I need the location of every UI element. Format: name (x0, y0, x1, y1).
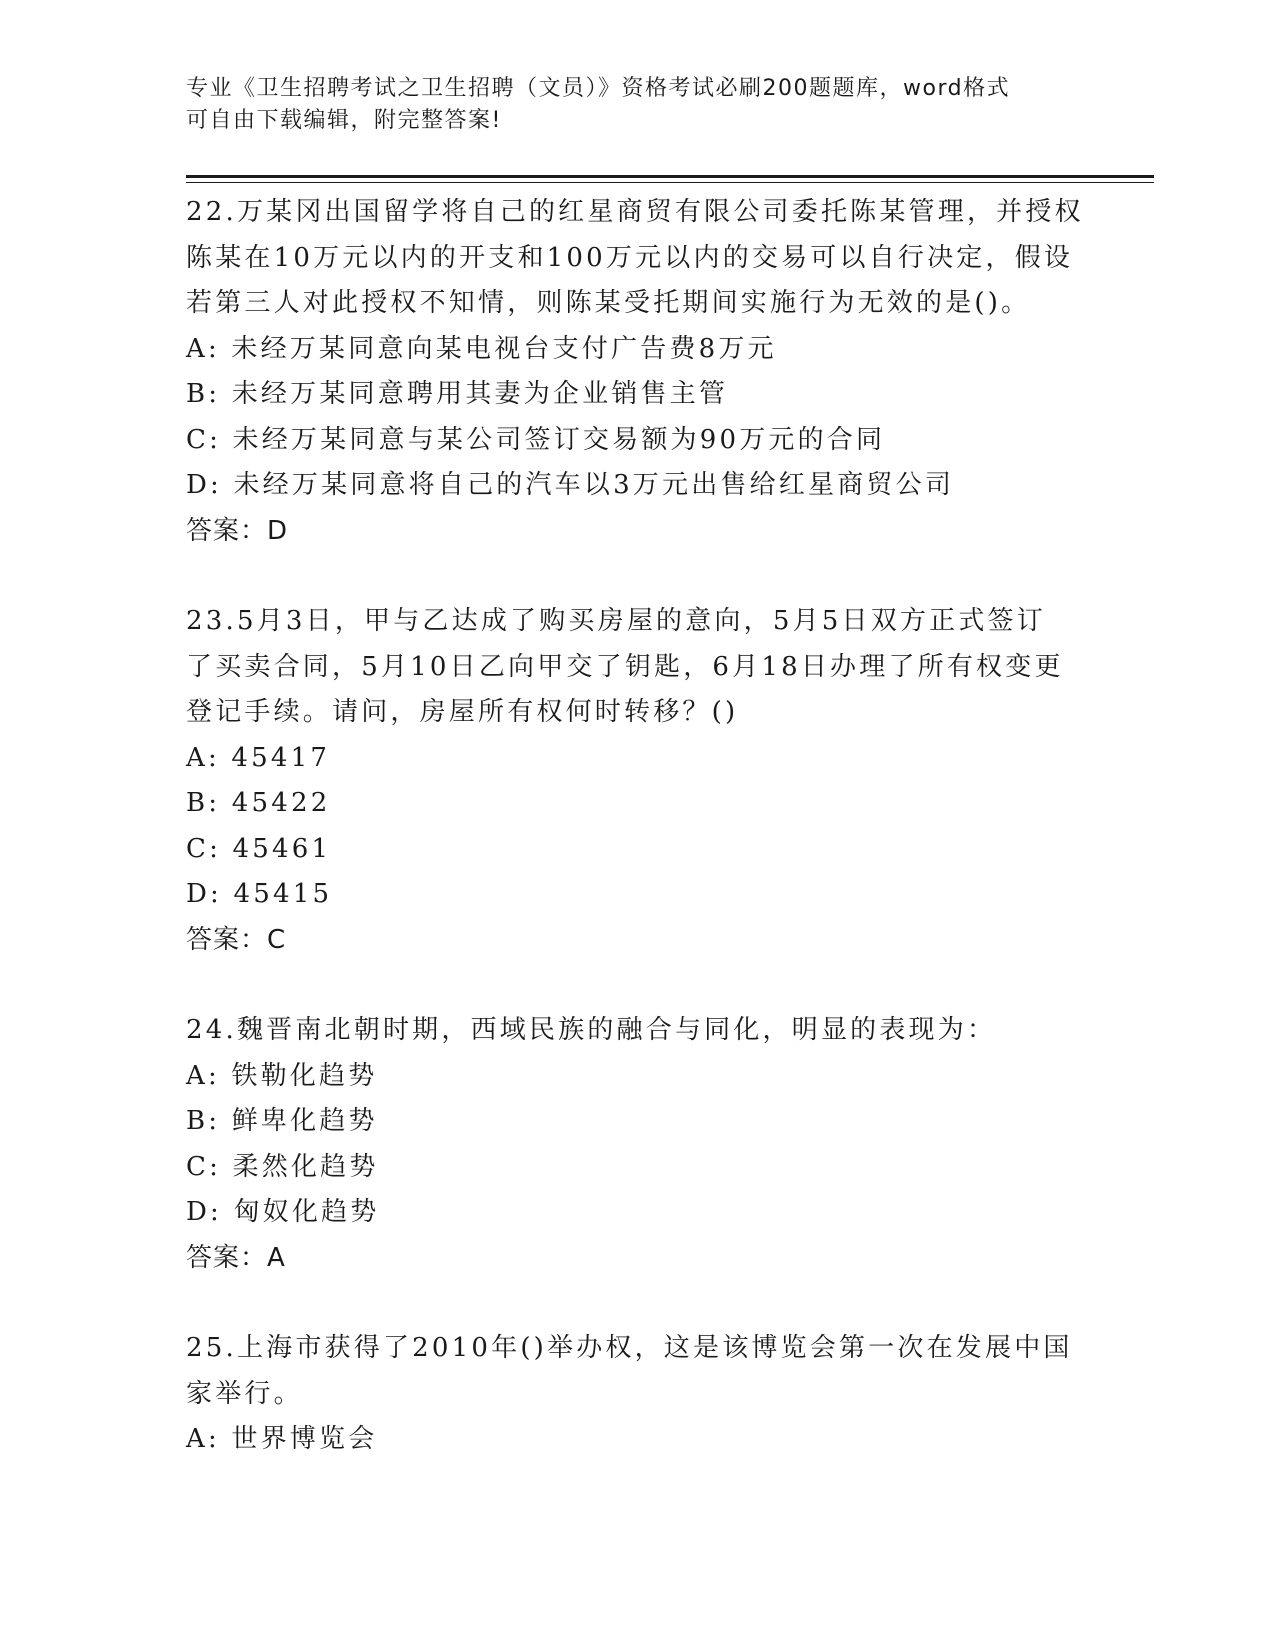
question-25 (186, 1326, 1086, 1463)
option-b: B: 鲜卑化趋势 (186, 1106, 378, 1136)
option-c: C: 45461 (186, 833, 332, 864)
header-line-1: 专业《卫生招聘考试之卫生招聘（文员）》资格考试必刷200题题库，word格式 (186, 76, 1011, 101)
answer-label: 答案：C (186, 924, 287, 955)
question-23 (186, 599, 1086, 963)
question-list (186, 190, 1086, 1463)
header-divider-thin (186, 182, 1154, 183)
option-a: A: 铁勒化趋势 (186, 1060, 378, 1091)
question-text-line: 登记手续。请问，房屋所有权何时转移？() (186, 697, 739, 727)
header-divider-thick (186, 175, 1154, 178)
header-line-2: 可自由下载编辑，附完整答案! (186, 108, 502, 133)
option-c: C: 柔然化趋势 (186, 1151, 379, 1182)
option-a: A: 未经万某同意向某电视台支付广告费8万元 (186, 333, 777, 364)
question-text-line: 了买卖合同，5月10日乙向甲交了钥匙，6月18日办理了所有权变更 (186, 651, 1064, 682)
question-text-line: 家举行。 (186, 1378, 303, 1409)
question-text-line: 23.5月3日，甲与乙达成了购买房屋的意向，5月5日双方正式签订 (186, 606, 1046, 636)
option-d: D: 匈奴化趋势 (186, 1197, 380, 1227)
question-22 (186, 190, 1086, 554)
option-d: D: 未经万某同意将自己的汽车以3万元出售给红星商贸公司 (186, 470, 955, 500)
option-a: A: 世界博览会 (186, 1424, 378, 1454)
question-text-line: 22.万某冈出国留学将自己的红星商贸有限公司委托陈某管理，并授权 (186, 197, 1084, 227)
option-a: A: 45417 (186, 742, 331, 773)
answer-label: 答案：D (186, 515, 289, 546)
question-text-line: 若第三人对此授权不知情，则陈某受托期间实施行为无效的是()。 (186, 288, 1031, 318)
question-24 (186, 1008, 1086, 1281)
option-d: D: 45415 (186, 879, 333, 909)
option-b: B: 45422 (186, 788, 331, 818)
option-c: C: 未经万某同意与某公司签订交易额为90万元的合同 (186, 424, 886, 455)
option-b: B: 未经万某同意聘用其妻为企业销售主管 (186, 379, 729, 409)
question-text-line: 25.上海市获得了2010年()举办权，这是该博览会第一次在发展中国 (186, 1333, 1073, 1363)
question-text-line: 24.魏晋南北朝时期，西域民族的融合与同化，明显的表现为： (186, 1015, 997, 1045)
document-header (186, 73, 1066, 137)
answer-label: 答案：A (186, 1242, 286, 1273)
question-text-line: 陈某在10万元以内的开支和100万元以内的交易可以自行决定，假设 (186, 242, 1074, 273)
